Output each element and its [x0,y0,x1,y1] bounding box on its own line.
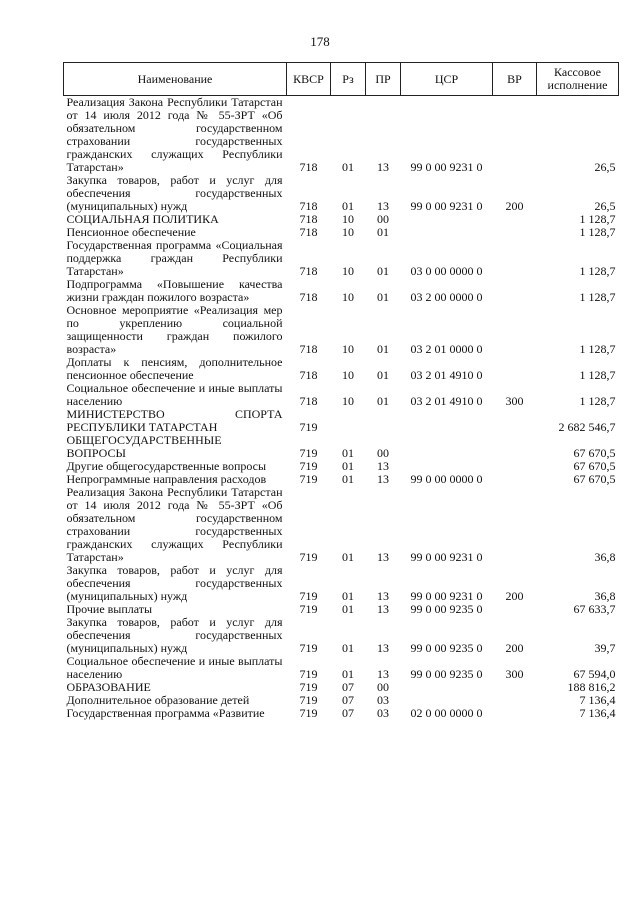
cell-vr [493,213,537,226]
cell-pr [366,408,401,434]
cell-kvsr: 719 [299,693,318,707]
cell-name: Государственная программа «Развитие [66,706,265,720]
cell-rz: 10 [342,394,354,408]
table-row [64,304,619,356]
cell-kvsr: 719 [299,602,318,616]
table-row [64,655,619,681]
cell-kvsr: 719 [299,446,318,460]
cell-rz: 07 [342,693,354,707]
column-header-amount: Кассовое исполнение [537,63,619,96]
cell-name: Непрограммные направления расходов [66,472,267,486]
cell-pr: 01 [377,290,389,304]
cell-name: Реализация Закона Республики Татарстан от 14 июля 2012 года № 55-ЗРТ «Об обязательном государственном страховании государственных гражданских служащих Республики Татарстан» [66,95,283,174]
cell-csr [401,226,493,239]
cell-name: Социальное обеспечение и иные выплаты населению [66,381,283,408]
cell-vr [493,681,537,694]
cell-vr [493,707,537,720]
cell-csr: 03 2 01 4910 0 [410,368,483,382]
cell-amount: 1 128,7 [579,264,616,278]
cell-kvsr: 718 [299,199,318,213]
cell-pr: 13 [377,199,389,213]
cell-csr [401,681,493,694]
cell-vr: 200 [505,199,524,213]
cell-amount: 7 136,4 [579,693,616,707]
cell-rz: 01 [342,550,354,564]
cell-vr [493,278,537,304]
cell-vr: 300 [505,667,524,681]
cell-name: Социальное обеспечение и иные выплаты населению [66,654,283,681]
cell-csr: 99 0 00 9231 0 [410,160,483,174]
cell-csr [401,434,493,460]
cell-amount: 1 128,7 [579,368,616,382]
table-row [64,174,619,213]
cell-amount: 26,5 [594,199,616,213]
cell-name: МИНИСТЕРСТВО СПОРТА РЕСПУБЛИКИ ТАТАРСТАН [66,407,283,434]
column-header-vr: ВР [493,63,537,96]
cell-name: Пенсионное обеспечение [66,225,196,239]
cell-rz [331,408,366,434]
cell-amount: 1 128,7 [579,342,616,356]
table-body [64,96,619,721]
cell-pr: 13 [377,160,389,174]
cell-kvsr: 719 [299,420,318,434]
cell-pr: 13 [377,550,389,564]
cell-vr: 300 [505,394,524,408]
table-row [64,96,619,175]
cell-kvsr: 719 [299,706,318,720]
cell-rz: 01 [342,602,354,616]
cell-name: Другие общегосударственные вопросы [66,459,267,473]
cell-vr [493,694,537,707]
cell-amount: 36,8 [594,550,616,564]
cell-amount: 7 136,4 [579,706,616,720]
cell-amount: 1 128,7 [579,290,616,304]
cell-csr: 99 0 00 9231 0 [410,199,483,213]
cell-pr: 13 [377,589,389,603]
cell-pr: 13 [377,602,389,616]
table-row [64,707,619,720]
cell-rz: 10 [342,290,354,304]
table-row [64,382,619,408]
cell-kvsr: 718 [299,342,318,356]
cell-csr: 03 2 01 4910 0 [410,394,483,408]
cell-amount: 26,5 [594,160,616,174]
cell-name: Основное мероприятие «Реализация мер по укреплению социальной защищенности граждан пожилого возраста» [66,303,283,356]
cell-csr: 03 2 01 0000 0 [410,342,483,356]
cell-name: Прочие выплаты [66,602,153,616]
cell-kvsr: 718 [299,264,318,278]
cell-rz: 01 [342,199,354,213]
cell-rz: 07 [342,680,354,694]
cell-pr: 13 [377,667,389,681]
cell-amount: 1 128,7 [579,212,616,226]
cell-kvsr: 718 [299,225,318,239]
cell-csr [401,408,493,434]
column-header-name: Наименование [64,63,287,96]
cell-name: Подпрограмма «Повышение качества жизни граждан пожилого возраста» [66,277,283,304]
cell-amount: 67 633,7 [573,602,616,616]
cell-name: Государственная программа «Социальная поддержка граждан Республики Татарстан» [66,238,283,278]
cell-pr: 13 [377,641,389,655]
cell-name: Закупка товаров, работ и услуг для обеспечения государственных (муниципальных) нужд [66,563,283,603]
cell-vr [493,356,537,382]
cell-pr: 00 [377,680,389,694]
cell-vr [493,434,537,460]
table-row [64,434,619,460]
cell-vr [493,603,537,616]
cell-kvsr: 719 [299,589,318,603]
cell-rz: 10 [342,212,354,226]
table-row [64,616,619,655]
page-number: 178 [310,34,330,49]
cell-kvsr: 719 [299,550,318,564]
cell-kvsr: 718 [299,394,318,408]
cell-amount: 36,8 [594,589,616,603]
table-row [64,356,619,382]
cell-rz: 01 [342,667,354,681]
cell-kvsr: 719 [299,667,318,681]
cell-csr [401,213,493,226]
cell-name: Доплаты к пенсиям, дополнительное пенсионное обеспечение [66,355,283,382]
cell-rz: 10 [342,225,354,239]
column-header-rz: Рз [331,63,366,96]
column-header-csr: ЦСР [401,63,493,96]
cell-pr: 01 [377,264,389,278]
cell-rz: 07 [342,706,354,720]
cell-vr [493,226,537,239]
cell-kvsr: 719 [299,459,318,473]
cell-amount: 1 128,7 [579,394,616,408]
cell-pr: 00 [377,446,389,460]
cell-amount: 67 670,5 [573,472,616,486]
cell-kvsr: 719 [299,641,318,655]
cell-rz: 01 [342,641,354,655]
cell-rz: 10 [342,342,354,356]
cell-kvsr: 719 [299,472,318,486]
cell-amount: 188 816,2 [567,680,616,694]
cell-rz: 01 [342,446,354,460]
cell-amount: 2 682 546,7 [558,420,616,434]
cell-csr: 99 0 00 9235 0 [410,641,483,655]
column-header-pr: ПР [366,63,401,96]
cell-pr: 01 [377,342,389,356]
cell-csr: 99 0 00 9231 0 [410,589,483,603]
table-row [64,486,619,564]
cell-rz: 10 [342,264,354,278]
cell-kvsr: 718 [299,160,318,174]
cell-name: ОБРАЗОВАНИЕ [66,680,151,694]
cell-name: ОБЩЕГОСУДАРСТВЕННЫЕ ВОПРОСЫ [66,433,222,460]
cell-rz: 10 [342,368,354,382]
table-header-row [64,63,619,96]
cell-name: Закупка товаров, работ и услуг для обеспечения государственных (муниципальных) нужд [66,615,283,655]
cell-rz: 01 [342,459,354,473]
cell-pr: 13 [377,459,389,473]
cell-csr: 03 2 00 0000 0 [410,290,483,304]
cell-kvsr: 719 [299,680,318,694]
table-row [64,408,619,434]
cell-csr: 99 0 00 9235 0 [410,602,483,616]
cell-csr: 99 0 00 9231 0 [410,550,483,564]
cell-csr: 02 0 00 0000 0 [410,706,483,720]
cell-pr: 01 [377,368,389,382]
cell-pr: 03 [377,693,389,707]
cell-amount: 67 594,0 [573,667,616,681]
cell-vr [493,473,537,486]
cell-amount: 1 128,7 [579,225,616,239]
cell-kvsr: 718 [299,212,318,226]
cell-rz: 01 [342,589,354,603]
cell-amount: 67 670,5 [573,446,616,460]
cell-amount: 67 670,5 [573,459,616,473]
cell-vr [493,460,537,473]
cell-vr: 200 [505,589,524,603]
cell-pr: 00 [377,212,389,226]
cell-vr: 200 [505,641,524,655]
budget-table [63,62,619,720]
cell-kvsr: 718 [299,368,318,382]
column-header-kvsr: КВСР [287,63,331,96]
table-row [64,564,619,603]
cell-csr: 99 0 00 9235 0 [410,667,483,681]
cell-vr [493,96,537,175]
cell-vr [493,304,537,356]
cell-rz: 01 [342,160,354,174]
table-row [64,239,619,278]
cell-pr: 01 [377,225,389,239]
cell-pr: 13 [377,472,389,486]
cell-vr [493,408,537,434]
cell-pr: 01 [377,394,389,408]
cell-name: Дополнительное образование детей [66,693,250,707]
cell-vr [493,486,537,564]
cell-rz: 01 [342,472,354,486]
cell-vr [493,239,537,278]
cell-name: СОЦИАЛЬНАЯ ПОЛИТИКА [66,212,219,226]
cell-csr: 03 0 00 0000 0 [410,264,483,278]
cell-csr: 99 0 00 0000 0 [410,472,483,486]
cell-name: Реализация Закона Республики Татарстан от 14 июля 2012 года № 55-ЗРТ «Об обязательном государственном страховании государственных гражданских служащих Республики Татарстан» [66,485,283,564]
cell-amount: 39,7 [594,641,616,655]
cell-pr: 03 [377,706,389,720]
cell-name: Закупка товаров, работ и услуг для обеспечения государственных (муниципальных) нужд [66,173,283,213]
cell-kvsr: 718 [299,290,318,304]
table-row [64,278,619,304]
